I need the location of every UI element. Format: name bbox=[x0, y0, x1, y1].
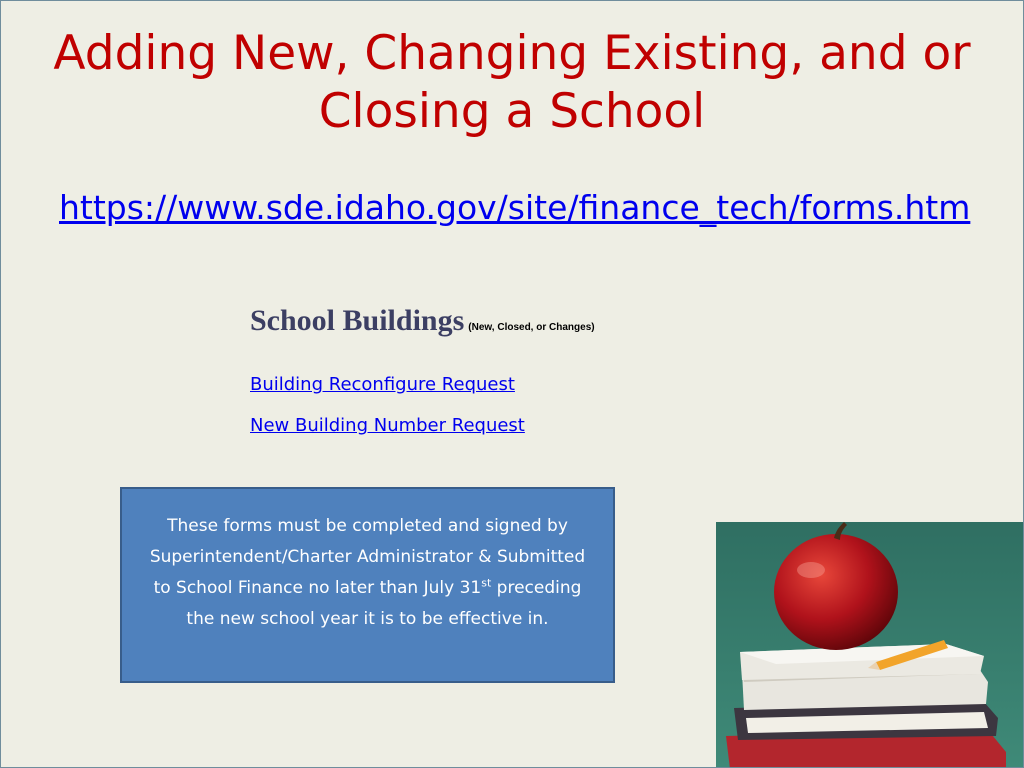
building-reconfigure-request-link[interactable]: Building Reconfigure Request bbox=[250, 374, 515, 395]
note-superscript: st bbox=[481, 576, 492, 590]
section-heading bbox=[250, 301, 595, 348]
deadline-note-box bbox=[120, 487, 615, 683]
slide-title: Adding New, Changing Existing, and or Closing a School bbox=[53, 26, 971, 139]
section-heading-text: School Buildings bbox=[250, 304, 465, 337]
note-text-before: These forms must be completed and signed by Superintendent/Charter Administrator & Submitted to School Finance no later than July 31 bbox=[149, 516, 586, 598]
apple-on-books-image bbox=[716, 522, 1024, 768]
section-subheading: (New, Closed, or Changes) bbox=[468, 322, 595, 333]
new-building-number-request-link[interactable]: New Building Number Request bbox=[250, 415, 525, 436]
forms-url-link[interactable]: https://www.sde.idaho.gov/site/finance_tech/forms.htm bbox=[59, 188, 971, 227]
note-text-after: preceding the new school year it is to be effective in. bbox=[186, 578, 582, 629]
